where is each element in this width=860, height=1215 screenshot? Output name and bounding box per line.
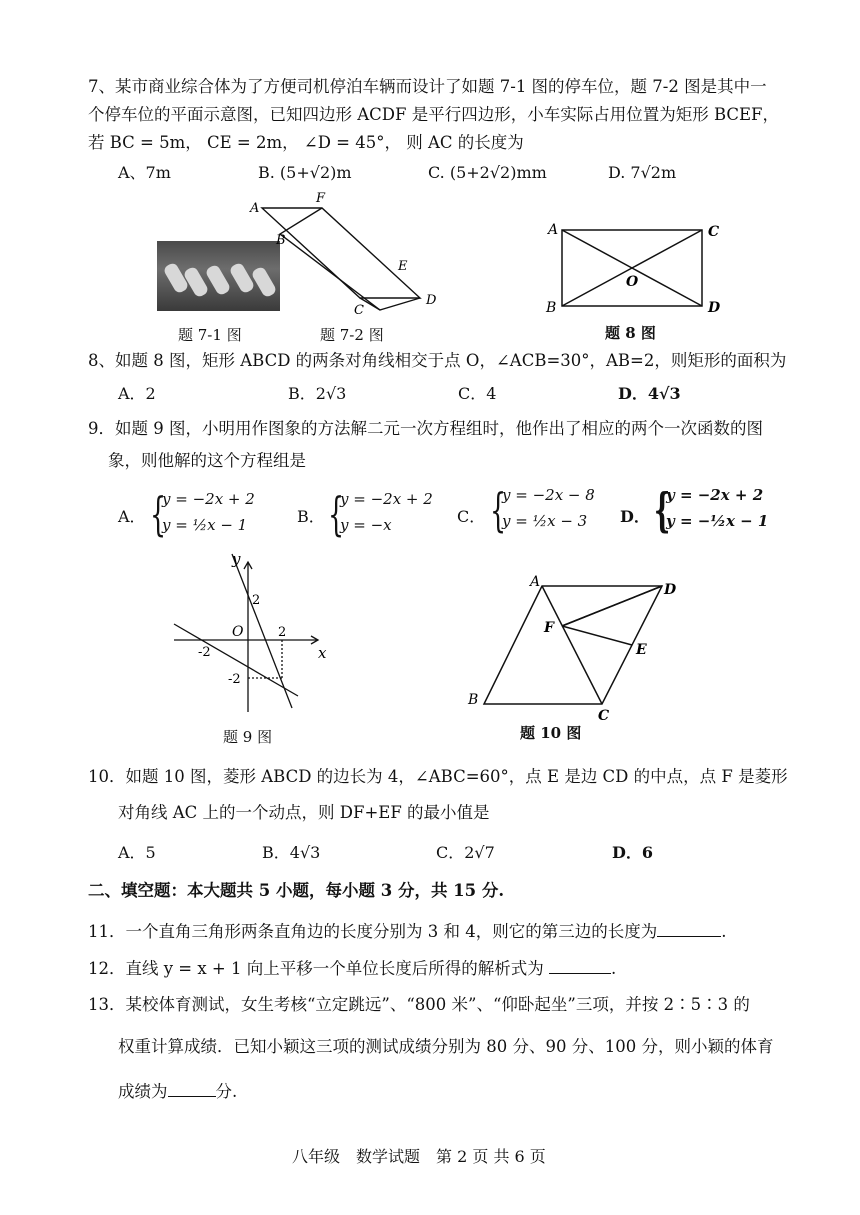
- q13-line1: 13．某校体育测试，女生考核“立定跳远”、“800 米”、“仰卧起坐”三项，并按 2∶5∶3 的: [88, 995, 750, 1014]
- q10-option-d: D．6: [612, 843, 654, 862]
- q7-line2: 个停车位的平面示意图，已知四边形 ACDF 是平行四边形，小车实际占用位置为矩形 BCEF，: [88, 105, 780, 124]
- q8-line1: 8、如题 8 图，矩形 ABCD 的两条对角线相交于点 O，∠ACB=30°，AB=2，则矩形的面积为: [88, 351, 787, 370]
- q9-option-b-letter: B．: [297, 507, 325, 526]
- q12-line: [88, 955, 616, 980]
- q7-label-b: B: [276, 233, 286, 248]
- q7-option-c: C. (5+2√2)mm: [428, 163, 547, 182]
- q8-label-b: B: [546, 300, 557, 316]
- caption-8: 题 8 图: [605, 324, 656, 342]
- q7-label-d: D: [426, 293, 437, 308]
- figure-9: [168, 548, 338, 718]
- graph-label-origin: O: [232, 624, 244, 640]
- q8-option-a: A．2: [118, 384, 156, 403]
- q7-option-a: A、7m: [118, 163, 171, 182]
- q10-label-b: B: [468, 692, 479, 708]
- q9-option-d-letter: D．: [620, 507, 650, 526]
- q13-line3: [118, 1078, 237, 1103]
- graph-label-neg2x: -2: [198, 645, 211, 660]
- graph-label-neg2y: -2: [228, 672, 241, 687]
- q10-label-e: E: [636, 642, 647, 658]
- q9-option-c-eq2: y = ½x − 3: [502, 512, 588, 530]
- graph-label-2y: 2: [252, 593, 261, 608]
- q10-option-c: C．2√7: [436, 843, 495, 862]
- graph-label-y: y: [232, 550, 241, 568]
- q10-label-a: A: [530, 574, 541, 590]
- caption-10: 题 10 图: [520, 724, 582, 742]
- caption-7-2: 题 7-2 图: [320, 326, 384, 344]
- q11-text: 11．一个直角三角形两条直角边的长度分别为 3 和 4，则它的第三边的长度为: [88, 922, 658, 941]
- q12-text: 12．直线 y = x + 1 向上平移一个单位长度后所得的解析式为: [88, 959, 544, 978]
- q7-option-d: D. 7√2m: [608, 163, 677, 182]
- q11-end: .: [721, 922, 727, 941]
- q12-answer-blank[interactable]: [549, 955, 611, 974]
- q13-line2: 权重计算成绩．已知小颖这三项的测试成绩分别为 80 分、90 分、100 分，则小颖的体育: [118, 1037, 774, 1056]
- caption-9: 题 9 图: [223, 728, 273, 746]
- q9-option-a-eq2: y = ½x − 1: [162, 516, 248, 534]
- page-footer: 八年级 数学试题 第 2 页 共 6 页: [292, 1147, 546, 1166]
- q9-option-b-eq2: y = −x: [340, 516, 392, 534]
- q7-line1: 7、某市商业综合体为了方便司机停泊车辆而设计了如题 7-1 图的停车位，题 7-2 图是其中一: [88, 77, 767, 96]
- q10-label-d: D: [664, 582, 677, 598]
- q10-option-a: A．5: [118, 843, 156, 862]
- section-2-heading: 二、填空题：本大题共 5 小题，每小题 3 分，共 15 分.: [88, 881, 505, 900]
- q9-option-a-letter: A．: [118, 507, 146, 526]
- q13-line3-end: 分.: [215, 1082, 238, 1101]
- figure-7-2: [240, 188, 460, 318]
- q8-label-o: O: [626, 274, 639, 290]
- q9-line1: 9．如题 9 图，小明用作图象的方法解二元一次方程组时，他作出了相应的两个一次函数的图: [88, 419, 763, 438]
- q8-label-c: C: [708, 224, 720, 240]
- q10-line2: 对角线 AC 上的一个动点，则 DF+EF 的最小值是: [118, 803, 490, 822]
- q13-line3-start: 成绩为: [118, 1082, 168, 1101]
- q12-end: .: [611, 959, 617, 978]
- q10-line1: 10．如题 10 图，菱形 ABCD 的边长为 4，∠ABC=60°，点 E 是边 CD 的中点，点 F 是菱形: [88, 767, 788, 786]
- q9-option-d-eq1: y = −2x + 2: [666, 486, 764, 504]
- q11-line: [88, 918, 726, 943]
- q9-option-c-letter: C．: [457, 507, 486, 526]
- q9-option-d-eq2: y = −½x − 1: [666, 512, 769, 530]
- q8-option-c: C．4: [458, 384, 497, 403]
- q13-answer-blank[interactable]: [168, 1078, 216, 1097]
- q7-label-e: E: [398, 259, 408, 274]
- caption-7-1: 题 7-1 图: [178, 326, 242, 344]
- q9-option-a-eq1: y = −2x + 2: [162, 490, 255, 508]
- graph-label-2x: 2: [278, 625, 287, 640]
- q7-label-c: C: [354, 303, 364, 318]
- q7-line3: 若 BC = 5m， CE = 2m， ∠D = 45°， 则 AC 的长度为: [88, 133, 524, 152]
- figure-8: [540, 220, 730, 320]
- q9-option-b-eq1: y = −2x + 2: [340, 490, 433, 508]
- q7-label-f: F: [316, 191, 326, 206]
- graph-label-x: x: [318, 644, 327, 662]
- q9-option-c-eq1: y = −2x − 8: [502, 486, 595, 504]
- q11-answer-blank[interactable]: [657, 918, 721, 937]
- q8-option-d: D．4√3: [618, 384, 681, 403]
- q10-option-b: B．4√3: [262, 843, 321, 862]
- q8-option-b: B．2√3: [288, 384, 347, 403]
- q7-option-b: B. (5+√2)m: [258, 163, 352, 182]
- q10-label-f: F: [544, 620, 554, 636]
- q9-line2: 象，则他解的这个方程组是: [108, 451, 306, 470]
- q8-label-a: A: [548, 222, 559, 238]
- q10-label-c: C: [598, 708, 610, 722]
- q7-label-a: A: [250, 201, 260, 216]
- q8-label-d: D: [708, 300, 721, 316]
- figure-10: [462, 572, 692, 722]
